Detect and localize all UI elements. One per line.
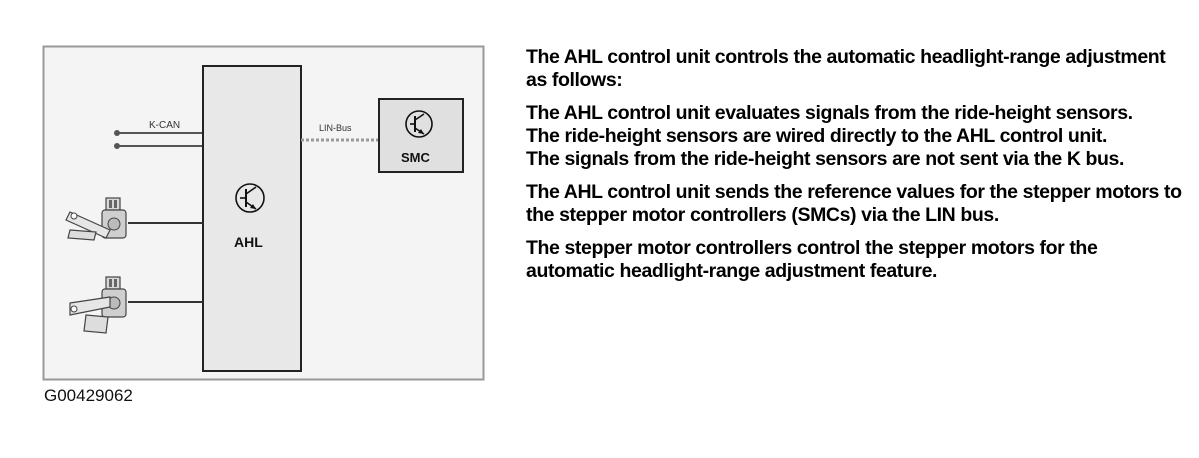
smc-label: SMC — [401, 150, 430, 165]
diagram — [0, 0, 520, 400]
emphasis-not: not — [925, 148, 955, 170]
ahl-block — [203, 66, 301, 371]
figure-id: G00429062 — [44, 386, 133, 405]
paragraph-1: The AHL control unit controls the automatic headlight-range adjustment as follows: — [526, 46, 1166, 91]
ahl-label: AHL — [234, 234, 263, 250]
k-can-label: K-CAN — [149, 120, 181, 131]
lin-bus-label: LIN-Bus — [319, 123, 352, 133]
paragraph-5: The AHL control unit sends the reference values for the stepper motors to the stepper motor controllers (SMCs) via the LIN bus. — [526, 181, 1182, 226]
paragraph-4-post: sent via the K bus. — [954, 148, 1125, 170]
paragraph-4 — [526, 148, 1186, 171]
paragraph-2: The AHL control unit evaluates signals from the ride-height sensors. — [526, 102, 1133, 124]
paragraph-6: The stepper motor controllers control the stepper motors for the automatic headlight-range adjustment feature. — [526, 237, 1098, 282]
description-text — [526, 46, 1186, 293]
paragraph-4-pre: The signals from the ride-height sensors are — [526, 148, 926, 170]
paragraph-3: The ride-height sensors are wired directly to the AHL control unit. — [526, 125, 1108, 147]
